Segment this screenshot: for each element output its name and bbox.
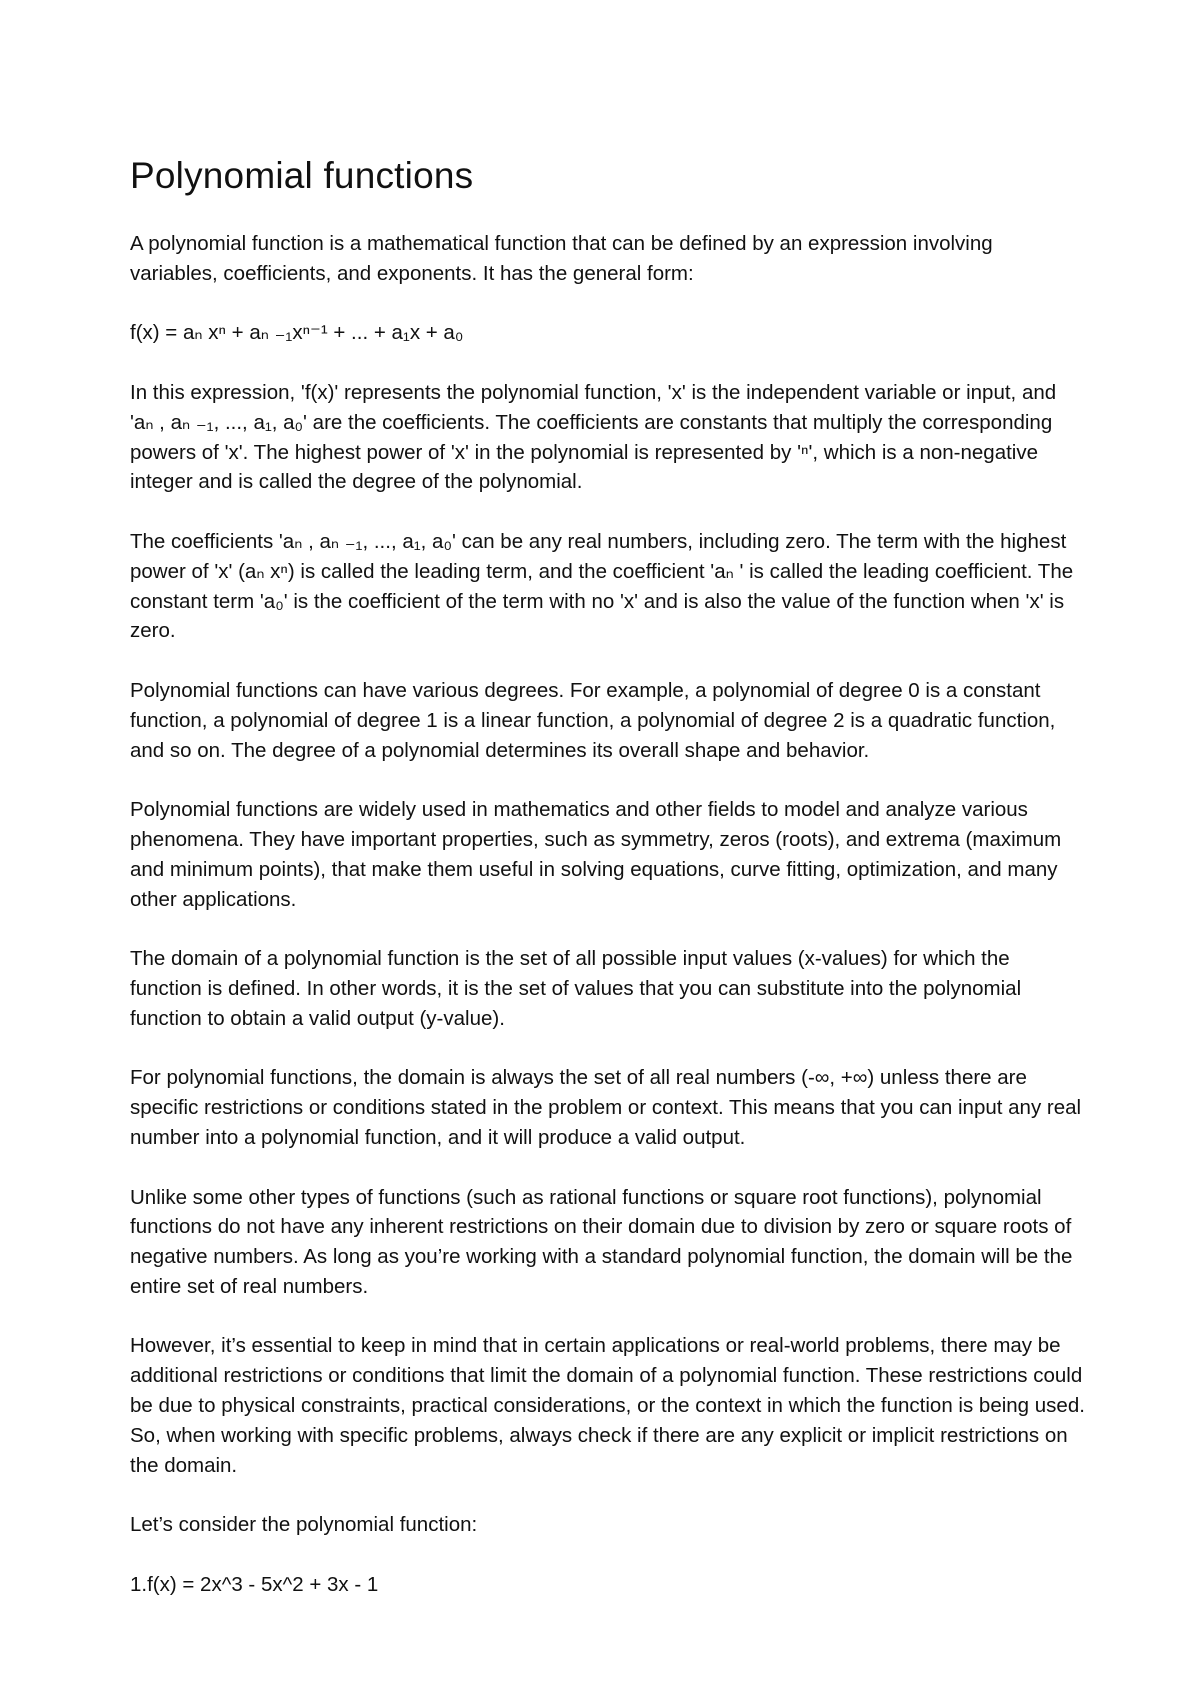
paragraph-degrees: Polynomial functions can have various degrees. For example, a polynomial of degree 0 is a constant function, a polynomial of degree 1 is a linear function, a polynomial of degree 2 is a quadratic function, and so on. The degree of a polynomial determines its overall shape and behavior. xyxy=(130,678,1056,762)
paragraph-expression: In this expression, 'f(x)' represents the polynomial function, 'x' is the independent variable or input, and 'aₙ , aₙ ₋₁, ..., a₁, a₀' are the coefficients. The coefficients are constants that multiply the corresponding powers of 'x'. The highest power of 'x' in the polynomial is represented by 'ⁿ', which is a non-negative integer and is called the degree of the polynomial. xyxy=(130,380,1057,494)
paragraph-coefficients: The coefficients 'aₙ , aₙ ₋₁, ..., a₁, a₀' can be any real numbers, including zero. The term with the highest power of 'x' (aₙ xⁿ) is called the leading term, and the coefficient 'aₙ ' is called the leading coefficient. The constant term 'a₀' is the coefficient of the term with no 'x' and is also the value of the function when 'x' is zero. xyxy=(130,529,1074,643)
document-title: Polynomial functions xyxy=(130,155,474,196)
paragraph-restrictions: However, it’s essential to keep in mind that in certain applications or real-world problems, there may be additional restrictions or conditions that limit the domain of a polynomial function. These restrictions could be due to physical constraints, practical considerations, or the context in which the function is being used. So, when working with specific problems, always check if there are any explicit or implicit restrictions on the domain. xyxy=(130,1334,1085,1477)
paragraph-consider: Let’s consider the polynomial function: xyxy=(130,1513,478,1537)
paragraph-domain: The domain of a polynomial function is the set of all possible input values (x-values) for which the function is defined. In other words, it is the set of values that you can substitute into the polynomial function to obtain a valid output (y-value). xyxy=(130,947,1022,1030)
paragraph-intro: A polynomial function is a mathematical function that can be defined by an expression involving variables, coefficients, and exponents. It has the general form: xyxy=(130,232,993,285)
example-function: 1.f(x) = 2x^3 - 5x^2 + 3x - 1 xyxy=(130,1572,379,1596)
document-page xyxy=(130,155,1085,1600)
paragraph-domain-real: For polynomial functions, the domain is always the set of all real numbers (-∞, +∞) unless there are specific restrictions or conditions stated in the problem or context. This means that you can input any real number into a polynomial function, and it will produce a valid output. xyxy=(130,1066,1082,1149)
general-form-formula: f(x) = aₙ xⁿ + aₙ ₋₁xⁿ⁻¹ + ... + a₁x + a₀ xyxy=(130,321,464,345)
paragraph-uses: Polynomial functions are widely used in mathematics and other fields to model and analyze various phenomena. They have important properties, such as symmetry, zeros (roots), and extrema (maximum and minimum points), that make them useful in solving equations, curve fitting, optimization, and many other applications. xyxy=(130,798,1062,911)
paragraph-unlike: Unlike some other types of functions (such as rational functions or square root functions), polynomial functions do not have any inherent restrictions on their domain due to division by zero or square roots of negative numbers. As long as you’re working with a standard polynomial function, the domain will be the entire set of real numbers. xyxy=(130,1185,1073,1298)
